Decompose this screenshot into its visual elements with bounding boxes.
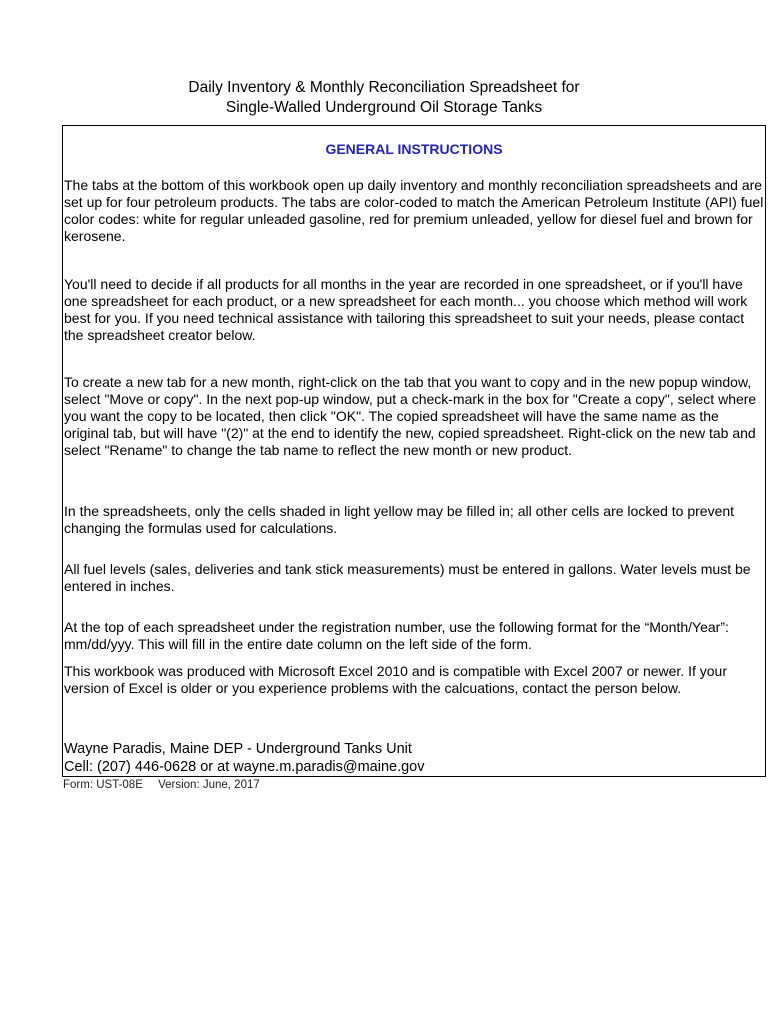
document-title-line-1: Daily Inventory & Monthly Reconciliation Spreadsheet for <box>188 79 580 96</box>
instructions-box <box>62 125 766 777</box>
form-footer <box>63 778 260 792</box>
contact-name: Wayne Paradis, Maine DEP - Underground Tanks Unit <box>64 741 412 757</box>
paragraph-new-tab: To create a new tab for a new month, right-click on the tab that you want to copy and in the new popup window, select "Move or copy". In the next pop-up window, put a check-mark in the box for "Create a copy", select where you want the copy to be located, then click "OK". The copied spreadsheet will have the same name as the original tab, but will have "(2)" at the end to identify the new, copied spreadsheet. Right-click on the new tab and select "Rename" to change the tab name to reflect the new month or new product. <box>64 374 757 458</box>
form-version: Version: June, 2017 <box>158 779 260 791</box>
paragraph-shaded-cells: In the spreadsheets, only the cells shaded in light yellow may be filled in; all other cells are locked to prevent changing the formulas used for calculations. <box>64 503 735 536</box>
instructions-heading: GENERAL INSTRUCTIONS <box>325 141 503 157</box>
paragraph-units: All fuel levels (sales, deliveries and tank stick measurements) must be entered in gallons. Water levels must be entered in inches. <box>64 561 751 594</box>
paragraph-organization: You'll need to decide if all products for all months in the year are recorded in one spreadsheet, or if you'll have one spreadsheet for each product, or a new spreadsheet for each month... you choose which method will work best for you. If you need technical assistance with tailoring this spreadsheet to suit your needs, please contact the spreadsheet creator below. <box>64 276 748 343</box>
contact-phone-email: Cell: (207) 446-0628 or at wayne.m.paradis@maine.gov <box>64 759 425 775</box>
paragraph-compatibility: This workbook was produced with Microsoft Excel 2010 and is compatible with Excel 2007 or newer. If your version of Excel is older or you experience problems with the calcuations, contact the person below. <box>64 663 727 696</box>
form-number: Form: UST-08E <box>63 779 143 791</box>
paragraph-date-format: At the top of each spreadsheet under the registration number, use the following format for the “Month/Year”: mm/dd/yyy. This will fill in the entire date column on the left side of the form. <box>64 619 729 652</box>
document-title-line-2: Single-Walled Underground Oil Storage Tanks <box>225 99 543 116</box>
paragraph-tabs: The tabs at the bottom of this workbook open up daily inventory and monthly reconciliation spreadsheets and are set up for four petroleum products. The tabs are color-coded to match the American Petroleum Institute (API) fuel color codes: white for regular unleaded gasoline, red for premium unleaded, yellow for diesel fuel and brown for kerosene. <box>64 177 764 244</box>
